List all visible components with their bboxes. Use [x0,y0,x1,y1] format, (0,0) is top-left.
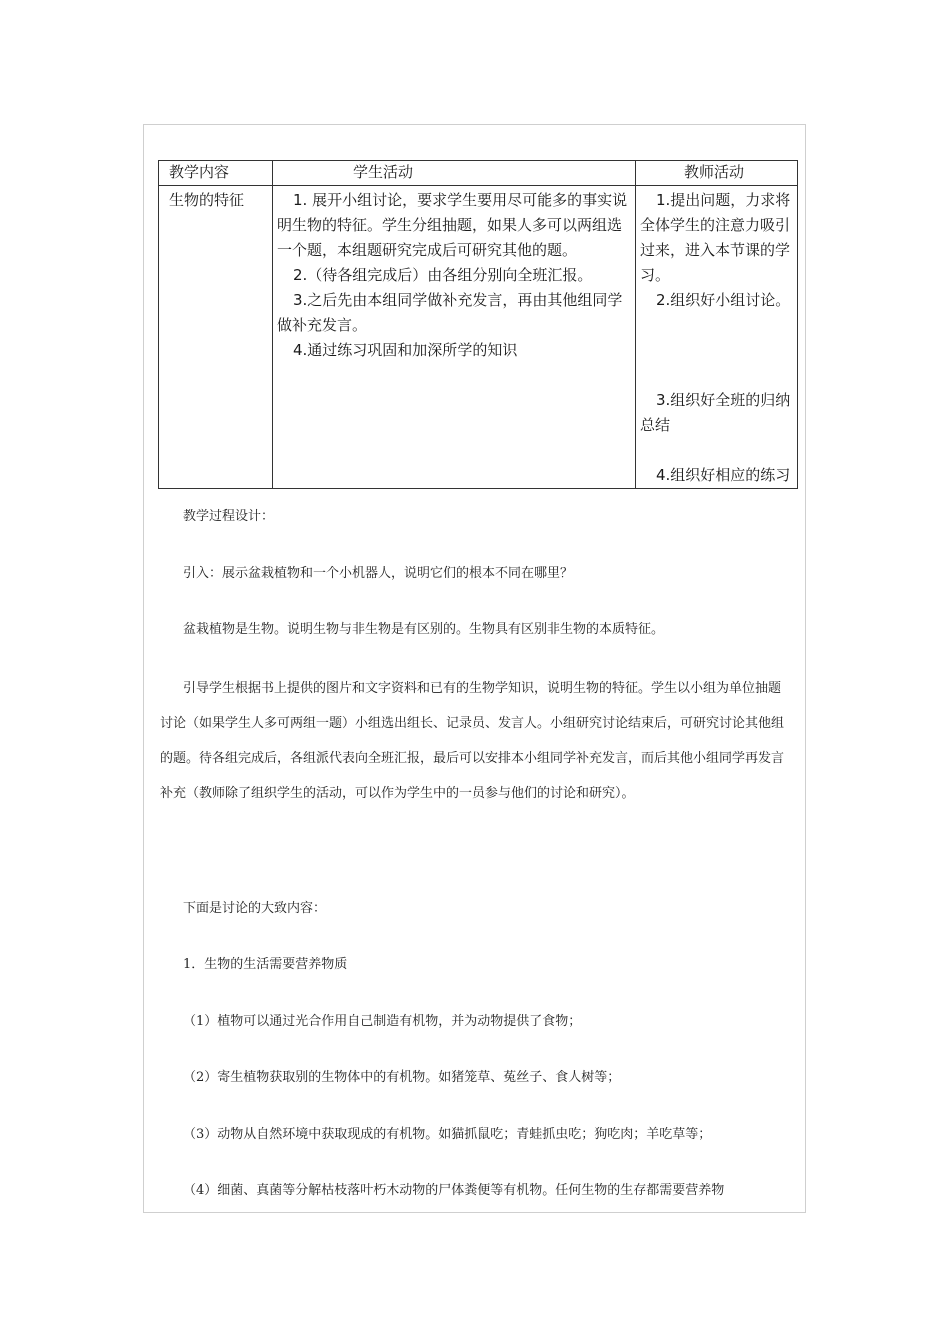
teacher-activity-3: 3.组织好全班的归纳总结 [640,391,791,434]
discussion-intro: 下面是讨论的大致内容： [183,901,327,916]
sub-point-1: （1）植物可以通过光合作用自己制造有机物，并为动物提供了食物； [183,1014,582,1029]
table-row [159,186,798,489]
table-header-row [159,161,798,186]
header-student-activity: 学生活动 [273,161,636,186]
student-activity-3: 3.之后先由本组同学做补充发言，再由其他组同学做补充发言。 [277,291,623,334]
header-teaching-content: 教学内容 [159,161,273,186]
plant-paragraph: 盆栽植物是生物。说明生物与非生物是有区别的。生物具有区别非生物的本质特征。 [183,622,665,637]
student-activity-1: 1. 展开小组讨论，要求学生要用尽可能多的事实说明生物的特征。学生分组抽题，如果人多可以两组选一个题，本组题研究完成后可研究其他的题。 [277,191,628,259]
teacher-activity-1: 1.提出问题，力求将全体学生的注意力吸引过来，进入本节课的学习。 [640,191,791,284]
student-activity-2: 2.（待各组完成后）由各组分别向全班汇报。 [293,266,593,284]
sub-point-2: （2）寄生植物获取别的生物体中的有机物。如猪笼草、菟丝子、食人树等； [183,1070,621,1085]
cell-student-activities [273,186,636,489]
teacher-activity-4: 4.组织好相应的练习 [656,466,791,484]
cell-teaching-content [159,186,273,489]
sub-point-3: （3）动物从自然环境中获取现成的有机物。如猫抓鼠吃；青蛙抓虫吃；狗吃肉；羊吃草等； [183,1127,712,1142]
header-teacher-activity: 教师活动 [636,161,798,186]
lesson-plan-table [158,160,798,489]
teacher-activity-2: 2.组织好小组讨论。 [656,291,791,309]
guide-paragraph: 引导学生根据书上提供的图片和文字资料和已有的生物学知识，说明生物的特征。学生以小组为单位抽题讨论（如果学生人多可两组一题）小组选出组长、记录员、发言人。小组研究讨论结束后，可研究讨论其他组的题。待各组完成后，各组派代表向全班汇报，最后可以安排本小组同学补充发言，而后其他小组同学再发言补充（教师除了组织学生的活动，可以作为学生中的一员参与他们的讨论和研究）。 [160,681,785,801]
point-1-heading: 1．生物的生活需要营养物质 [183,957,348,972]
student-activity-4: 4.通过练习巩固和加深所学的知识 [293,341,518,359]
spacer [640,438,793,463]
teaching-content-text: 生物的特征 [169,191,245,209]
sub-point-4: （4）细菌、真菌等分解枯枝落叶朽木动物的尸体粪便等有机物。任何生物的生存都需要营养物 [183,1183,725,1198]
cell-teacher-activities [636,186,798,489]
intro-paragraph: 引入：展示盆栽植物和一个小机器人，说明它们的根本不同在哪里？ [183,566,574,581]
design-title: 教学过程设计： [183,509,275,524]
spacer [640,313,793,388]
